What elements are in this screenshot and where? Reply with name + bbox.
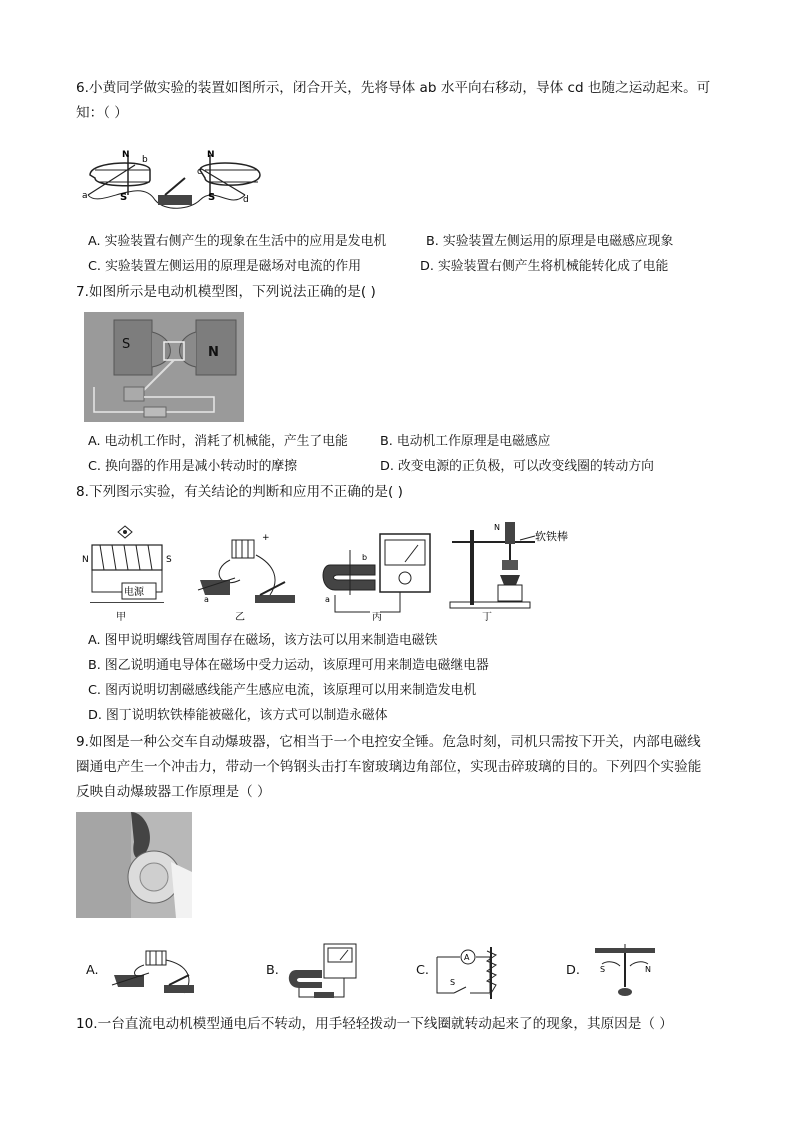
q6-option-d[interactable]: D. 实验装置右侧产生将机械能转化成了电能 xyxy=(420,259,669,274)
q8-option-b[interactable]: B. 图乙说明通电导体在磁场中受力运动，该原理可用来制造电磁继电器 xyxy=(88,658,489,673)
q8-fig-bing xyxy=(323,534,430,623)
q8-figures xyxy=(80,520,590,625)
q6-fig-letter-c: c xyxy=(197,167,202,177)
q6-option-c[interactable]: C. 实验装置左侧运用的原理是磁场对电流的作用 xyxy=(88,259,362,274)
q8-fig-iron-rod-label: 软铁棒 xyxy=(535,530,568,543)
q6-option-a[interactable]: A. 实验装置右侧产生的现象在生活中的应用是发电机 xyxy=(88,234,387,249)
q9-option-c-ammeter-letter: A xyxy=(464,953,470,962)
q9-breaker-photo xyxy=(76,812,192,918)
q8-fig-jia-N: N xyxy=(82,555,89,565)
q8-option-a[interactable]: A. 图甲说明螺线管周围存在磁场，该方法可以用来制造电磁铁 xyxy=(88,633,438,648)
q7-stem: 7.如图所示是电动机模型图，下列说法正确的是( ) xyxy=(76,284,376,300)
q7-option-b[interactable]: B. 电动机工作原理是电磁感应 xyxy=(380,434,551,449)
q6-fig-letter-a: a xyxy=(82,191,88,201)
svg-text:+: + xyxy=(262,533,270,543)
q9-option-b-figure xyxy=(284,942,364,1000)
q9-option-d[interactable]: D. xyxy=(566,963,580,978)
q7-option-d[interactable]: D. 改变电源的正负极，可以改变线圈的转动方向 xyxy=(380,459,654,474)
svg-text:a: a xyxy=(204,595,209,604)
q8-fig-jia-S: S xyxy=(166,555,172,565)
q6-fig-letter-N2: N xyxy=(207,150,215,160)
q9-option-d-figure xyxy=(590,942,660,1000)
q7-fig-letter-S: S xyxy=(122,337,131,352)
q7-fig-letter-N: N xyxy=(208,345,219,360)
q9-option-c-figure xyxy=(432,945,502,1001)
q8-stem: 8.下列图示实验，有关结论的判断和应用不正确的是( ) xyxy=(76,484,403,500)
svg-text:N: N xyxy=(645,965,651,974)
q6-option-b[interactable]: B. 实验装置左侧运用的原理是电磁感应现象 xyxy=(426,234,674,249)
q8-fig-ding-N: N xyxy=(494,523,500,532)
q9-option-c-switch-letter: S xyxy=(450,978,456,987)
q6-stem-line2: 知：（ ） xyxy=(76,105,128,121)
svg-text:b: b xyxy=(362,553,368,562)
q6-fig-letter-S1: S xyxy=(120,192,128,203)
q8-option-c[interactable]: C. 图丙说明切割磁感线能产生感应电流，该原理可以用来制造发电机 xyxy=(88,683,477,698)
q8-fig-label-yi: 乙 xyxy=(235,612,245,623)
q9-option-c[interactable]: C. xyxy=(416,963,430,978)
q7-motor-figure xyxy=(84,312,244,422)
q8-fig-yi xyxy=(198,533,295,623)
svg-text:a: a xyxy=(325,595,330,604)
q6-fig-letter-b: b xyxy=(142,155,148,165)
q6-figure xyxy=(80,140,270,215)
q10-stem: 10.一台直流电动机模型通电后不转动，用手轻轻拨动一下线圈就转动起来了的现象，其原因是（ ） xyxy=(76,1016,673,1032)
q9-option-a[interactable]: A. xyxy=(86,963,99,978)
q9-stem-line1: 9.如图是一种公交车自动爆玻器，它相当于一个电控安全锤。危急时刻，司机只需按下开关，内部电磁线 xyxy=(76,734,701,750)
q8-fig-label-jia: 甲 xyxy=(116,612,126,623)
q6-stem-line1: 6.小黄同学做实验的装置如图所示，闭合开关，先将导体 ab 水平向右移动，导体 cd 也随之运动起来。可 xyxy=(76,80,711,96)
q6-fig-letter-N1: N xyxy=(122,150,130,160)
q9-stem-line2: 圈通电产生一个冲击力，带动一个钨钢头击打车窗玻璃边角部位，实现击碎玻璃的目的。下列四个实验能 xyxy=(76,759,702,775)
q6-fig-letter-S2: S xyxy=(208,192,216,203)
svg-text:S: S xyxy=(600,965,606,974)
q8-fig-label-bing: 丙 xyxy=(372,612,382,623)
q8-option-d[interactable]: D. 图丁说明软铁棒能被磁化，该方式可以制造永磁体 xyxy=(88,708,388,723)
q8-fig-power-label: 电源 xyxy=(124,587,144,598)
q9-option-a-figure xyxy=(104,945,214,1000)
q6-fig-letter-d: d xyxy=(243,195,249,205)
q7-option-c[interactable]: C. 换向器的作用是减小转动时的摩擦 xyxy=(88,459,298,474)
q8-fig-ding xyxy=(450,522,568,623)
q8-fig-jia xyxy=(82,526,172,623)
q7-option-a[interactable]: A. 电动机工作时，消耗了机械能，产生了电能 xyxy=(88,434,348,449)
q8-fig-label-ding: 丁 xyxy=(482,612,492,623)
q9-option-b[interactable]: B. xyxy=(266,963,279,978)
q9-stem-line3: 反映自动爆玻器工作原理是（ ） xyxy=(76,784,271,800)
